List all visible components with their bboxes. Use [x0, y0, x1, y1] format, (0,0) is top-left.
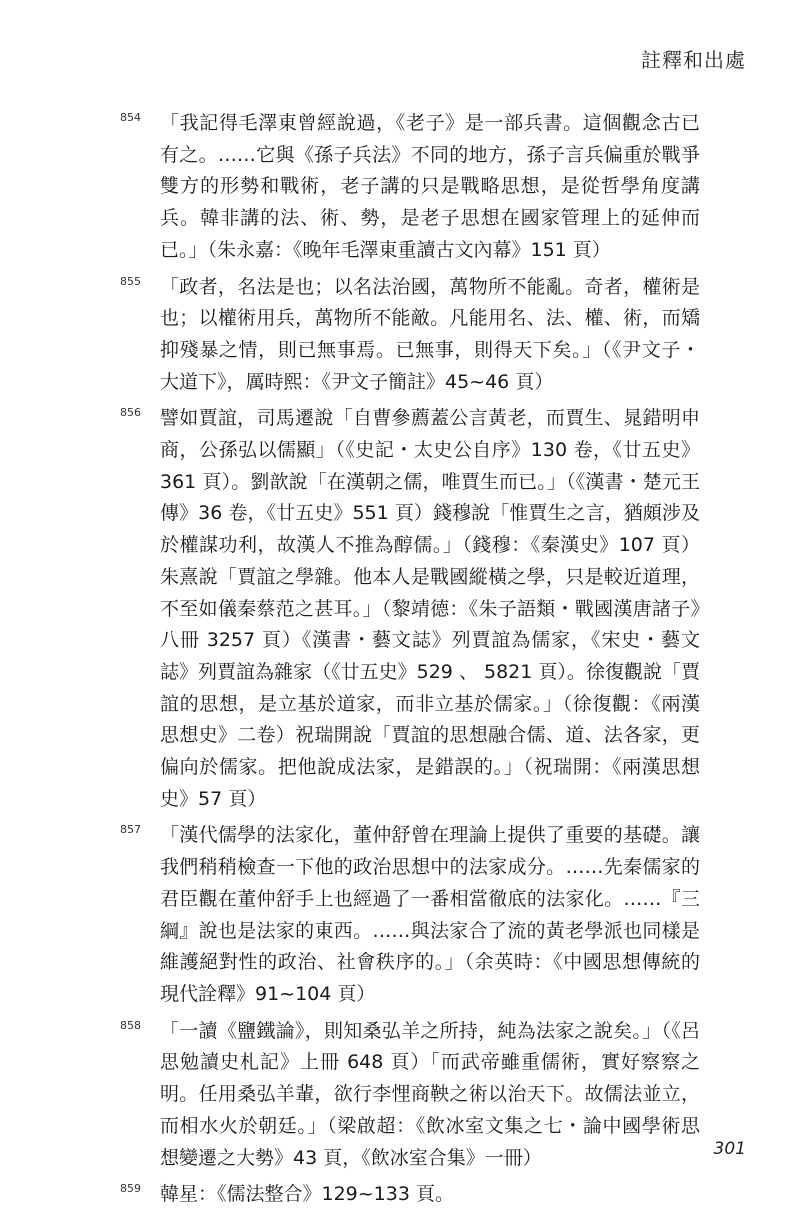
- footnote-text: 「漢代儒學的法家化，董仲舒曾在理論上提供了重要的基礎。讓我們稍稍檢查一下他的政治思想中的法家成分。……先秦儒家的君臣觀在董仲舒手上也經過了一番相當徹底的法家化。……『三綱』說也是法家的東西。……與法家合了流的黃老學派也同樣是維護絕對性的政治、社會秩序的。」（余英時：《中國思想傳統的現代詮釋》91~104 頁）: [160, 824, 700, 1005]
- footnote-text: 「一讀《鹽鐵論》，則知桑弘羊之所持，純為法家之說矣。」（《呂思勉讀史札記》上冊 648 頁）「而武帝雖重儒術，實好察察之明。任用桑弘羊輩，欲行李悝商鞅之術以治天下。故儒法並立，而相水火於朝廷。」（梁啟超：《飲冰室文集之七・論中國學術思想變遷之大勢》43 頁，《飲冰室合集》一冊）: [160, 1019, 700, 1169]
- footnote-item: [120, 108, 700, 267]
- footnote-list: [120, 108, 700, 1216]
- footnote-number: 858: [120, 1018, 141, 1032]
- footnote-number: 854: [120, 111, 141, 124]
- footnote-item: [120, 403, 700, 815]
- footnote-item: [120, 1179, 700, 1211]
- footnote-item: [120, 272, 700, 399]
- running-header: 註釋和出處: [641, 48, 746, 72]
- footnote-number: 859: [120, 1182, 141, 1196]
- footnote-number: 856: [120, 406, 141, 420]
- footnote-text: 譬如賈誼，司馬遷說「自曹參薦蓋公言黃老，而賈生、晁錯明申商，公孫弘以儒顯」（《史記・太史公自序》130 卷，《廿五史》361 頁）。劉歆說「在漢朝之儒，唯賈生而已。」（《漢書・楚元王傳》36 卷，《廿五史》551 頁）錢穆說「惟賈生之言，猶頗涉及於權謀功利，故漢人不推為醇儒。」（錢穆：《秦漢史》107 頁）朱熹說「賈誼之學雜。他本人是戰國縱橫之學，只是較近道理，不至如儀秦蔡范之甚耳。」（黎靖德：《朱子語類・戰國漢唐諸子》八冊 3257 頁）《漢書・藝文誌》列賈誼為儒家，《宋史・藝文誌》列賈誼為雜家（《廿五史》529 、 5821 頁）。徐復觀說「賈誼的思想，是立基於道家，而非立基於儒家。」（徐復觀：《兩漢思想史》二卷）祝瑞開說「賈誼的思想融合儒、道、法各家，更偏向於儒家。把他說成法家，是錯誤的。」（祝瑞開：《兩漢思想史》57 頁）: [160, 407, 700, 810]
- footnote-item: [120, 820, 700, 1010]
- footnote-number: 857: [120, 823, 141, 837]
- footnote-text: 「政者，名法是也；以名法治國，萬物所不能亂。奇者，權術是也；以權術用兵，萬物所不能敵。凡能用名、法、權、術，而矯抑殘暴之情，則已無事焉。已無事，則得天下矣。」（《尹文子・大道下》，厲時熙：《尹文子簡註》45~46 頁）: [160, 275, 700, 393]
- footnote-item: [120, 1016, 700, 1175]
- footnote-number: 855: [120, 274, 141, 288]
- page-number: 301: [713, 1139, 746, 1159]
- footnote-text: 「我記得毛澤東曾經說過，《老子》是一部兵書。這個觀念古已有之。……它與《孫子兵法》不同的地方，孫子言兵偏重於戰爭雙方的形勢和戰術，老子講的只是戰略思想，是從哲學角度講兵。韓非講的法、術、勢，是老子思想在國家管理上的延伸而已。」（朱永嘉：《晚年毛澤東重讀古文內幕》151 頁）: [160, 112, 700, 261]
- footnote-text: 韓星：《儒法整合》129~133 頁。: [160, 1183, 454, 1206]
